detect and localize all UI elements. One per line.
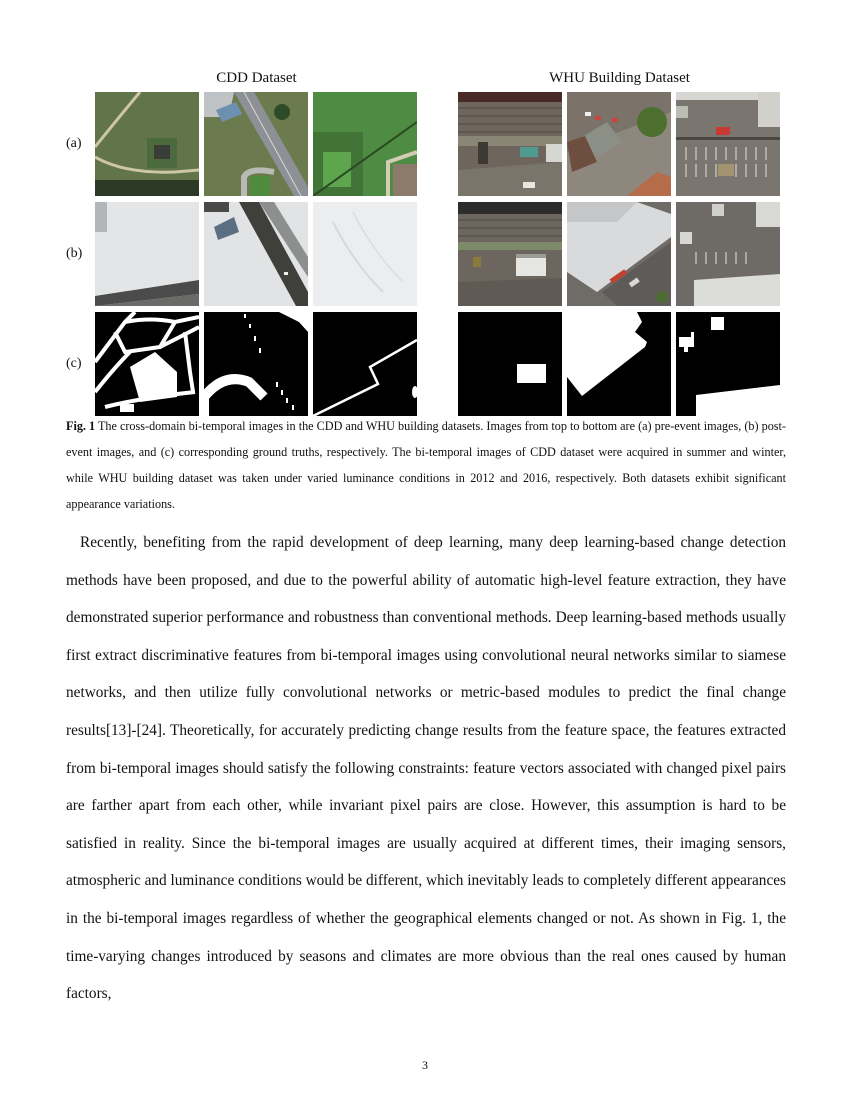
cdd-post-image-3 bbox=[313, 202, 417, 306]
whu-post-image-2 bbox=[567, 202, 671, 306]
cdd-ground-truth-3 bbox=[313, 312, 417, 416]
body-paragraph: Recently, benefiting from the rapid development of deep learning, many deep learning-based change detection methods have been proposed, and due to the powerful ability of automatic high-level feature extraction, they have demonstrated superior performance and robustness than conventional methods. Deep learning-based methods usually first extract discriminative features from bi-temporal images using convolutional neural networks similar to siamese networks, and then utilize fully convolutional networks or metric-based modules to predict the final change results[13]-[24]. Theoretically, for accurately predicting change results from the feature space, the features extracted from bi-temporal images should satisfy the following constraints: feature vectors associated with changed pixel pairs are farther apart from each other, while invariant pixel pairs are close. However, this assumption is hard to be satisfied in reality. Since the bi-temporal images are usually acquired at different times, their imaging sensors, atmospheric and luminance conditions would be different, which inevitably leads to completely different appearances in the bi-temporal images regardless of whether the geographical elements changed or not. As shown in Fig. 1, the time-varying changes introduced by seasons and climates are more obvious than the real ones caused by human factors, bbox=[66, 534, 786, 1003]
whu-pre-image-1 bbox=[458, 92, 562, 196]
row-label-b: (b) bbox=[66, 246, 83, 261]
row-label-c: (c) bbox=[66, 356, 82, 371]
cdd-pre-image-1 bbox=[95, 92, 199, 196]
whu-post-image-1 bbox=[458, 202, 562, 306]
figure-caption-text: The cross-domain bi-temporal images in the CDD and WHU building datasets. Images from top to bottom are (a) pre-event images, (b) post-event images, and (c) corresponding ground truths, respectively. The bi-temporal images of CDD dataset were acquired in summer and winter, while WHU building dataset was taken under varied luminance conditions in 2012 and 2016, respectively. Both datasets exhibit significant appearance variations. bbox=[66, 419, 786, 511]
row-label-a: (a) bbox=[66, 136, 82, 151]
whu-pre-image-3 bbox=[676, 92, 780, 196]
cdd-ground-truth-2 bbox=[204, 312, 308, 416]
body-paragraph-container bbox=[66, 524, 786, 1013]
cdd-pre-image-2 bbox=[204, 92, 308, 196]
cdd-pre-image-3 bbox=[313, 92, 417, 196]
cdd-post-image-2 bbox=[204, 202, 308, 306]
whu-ground-truth-3 bbox=[676, 312, 780, 416]
page-number: 3 bbox=[422, 1058, 428, 1072]
cdd-post-image-1 bbox=[95, 202, 199, 306]
cdd-ground-truth-1 bbox=[95, 312, 199, 416]
figure-label: Fig. 1 bbox=[66, 419, 96, 433]
whu-post-image-3 bbox=[676, 202, 780, 306]
whu-dataset-title: WHU Building Dataset bbox=[549, 70, 690, 86]
whu-ground-truth-1 bbox=[458, 312, 562, 416]
cdd-dataset-title: CDD Dataset bbox=[216, 70, 297, 86]
whu-ground-truth-2 bbox=[567, 312, 671, 416]
figure-caption bbox=[66, 413, 786, 517]
whu-pre-image-2 bbox=[567, 92, 671, 196]
